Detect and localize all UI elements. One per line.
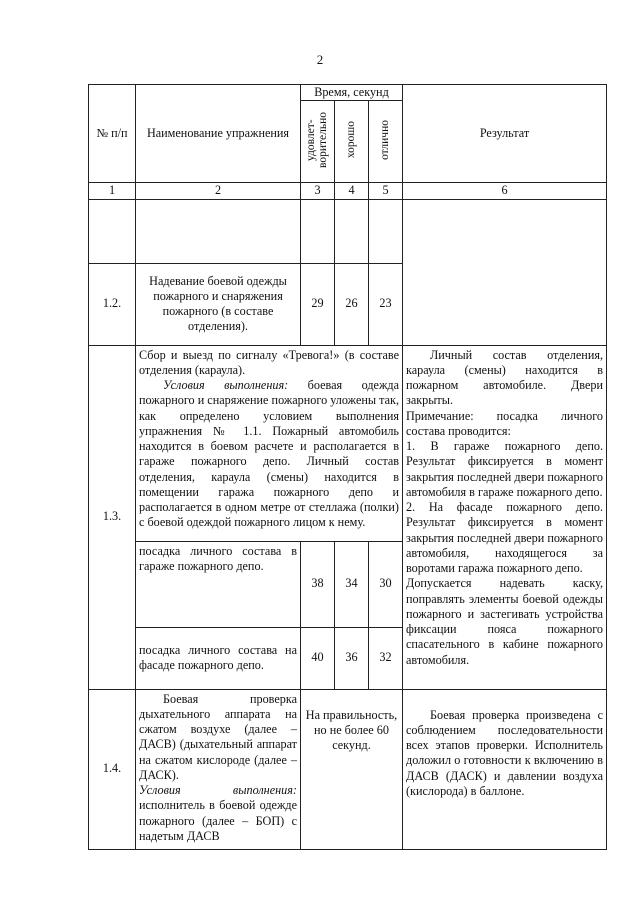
row-1-3-result-line-5: Допускается надевать каску, поправлять элементы боевой одежды пожарного и застегивать устройства фиксации пояса пожарного спасательного в кабине пожарного автомобиля.: [406, 576, 603, 667]
header-time-group: Время, секунд: [301, 85, 403, 101]
header-time-good: [335, 101, 369, 183]
row-1-3-sub1-t4: 34: [335, 541, 369, 627]
blank-name-cell: [136, 199, 301, 263]
col-number-1: 1: [89, 183, 136, 199]
row-1-4-cond-text: исполнитель в боевой одежде пожарного (далее – БОП) с надетым ДАСВ: [139, 798, 297, 843]
row-1-3-num: 1.3.: [89, 345, 136, 689]
row-1-2-t5: 23: [369, 263, 403, 345]
col-number-5: 5: [369, 183, 403, 199]
row-1-4-intro: Боевая проверка дыхательного аппарата на сжатом воздухе (далее – ДАСВ) (дыхательный аппарат на сжатом кислороде (далее – ДАСК).: [139, 691, 297, 782]
col-number-2: 2: [136, 183, 301, 199]
row-1-4-result-text: Боевая проверка произведена с соблюдением последовательности всех этапов проверки. Исполнитель доложил о готовности к включению в ДАСВ (ДАСК) и давлении воздуха (кислорода) в баллоне.: [406, 707, 603, 798]
row-1-3-conditions: [139, 378, 399, 531]
col-number-6: 6: [403, 183, 607, 199]
row-1-4-num: 1.4.: [89, 689, 136, 849]
header-row-top: [89, 85, 607, 101]
row-1-3-intro: Сбор и выезд по сигналу «Тревога!» (в составе отделения (караула).: [139, 347, 399, 377]
row-1-4-description: [136, 689, 301, 849]
blank-t4-cell: [335, 199, 369, 263]
header-time-good-label: хорошо: [345, 121, 358, 159]
blank-t3-cell: [301, 199, 335, 263]
header-time-excellent-label: отлично: [379, 119, 392, 160]
row-1-3-sub2-t4: 36: [335, 627, 369, 689]
row-1-3-cond-text: боевая одежда пожарного и снаряжение пожарного уложены так, как определено условием выполнения упражнения № 1.1. Пожарный автомобиль находится в боевом расчете и располагается в гараже пожарного депо. Личный состав отделения, караула (смены) находится в помещении гаража пожарного депо и располагается в одном метре от стеллажа (полки) с боевой одеждой пожарного лицом к нему.: [139, 378, 399, 530]
row-1-3-result-line-4: 2. На фасаде пожарного депо. Результат фиксируется в момент закрытия последней двери пожарного автомобиля, находящегося за воротами гаража пожарного депо.: [406, 500, 603, 575]
column-number-row: [89, 183, 607, 199]
row-1-3-result-line-3: 1. В гараже пожарного депо. Результат фиксируется в момент закрытия последней двери пожарного автомобиля в гараже пожарного депо.: [406, 439, 603, 499]
col-number-3: 3: [301, 183, 335, 199]
blank-t5-cell: [369, 199, 403, 263]
page-number: 2: [316, 52, 324, 67]
row-blank-continuation: [89, 199, 607, 263]
header-time-satisfactory: [301, 101, 335, 183]
header-time-excellent: [369, 101, 403, 183]
row-1-2-t4: 26: [335, 263, 369, 345]
row-1-3-sub1-t3: 38: [301, 541, 335, 627]
row-1-4-time: На правильность, но не более 60 секунд.: [301, 689, 403, 849]
exercise-table: [88, 84, 607, 850]
row-1-4-cond-label: Условия выполнения:: [139, 783, 297, 797]
col-number-4: 4: [335, 183, 369, 199]
row-1-3-sub2-t3: 40: [301, 627, 335, 689]
row-1-4-result: [403, 689, 607, 849]
row-1-3-sub2-name: посадка личного состава на фасаде пожарного депо.: [136, 627, 301, 689]
header-time-satisfactory-label: удовлет-ворительно: [304, 111, 329, 168]
row-1-3-description: [136, 345, 403, 541]
row-1-3-cond-label: Условия выполнения:: [163, 378, 289, 392]
row-1-3-sub1-t5: 30: [369, 541, 403, 627]
blank-num-cell: [89, 199, 136, 263]
row-1-4-conditions: [139, 783, 297, 844]
row-1-2-num: 1.2.: [89, 263, 136, 345]
row-1-3-result-line-2: Примечание: посадка личного состава проводится:: [406, 408, 603, 438]
row-1-4: [89, 689, 607, 849]
header-num: № п/п: [89, 85, 136, 183]
row-1-3-result: [403, 345, 607, 689]
row-1-3-sub2-t5: 32: [369, 627, 403, 689]
row-1-3-sub1-name: посадка личного состава в гараже пожарного депо.: [136, 541, 301, 627]
blank-result-cell: [403, 199, 607, 345]
row-1-3-main: [89, 345, 607, 541]
row-1-2-t3: 29: [301, 263, 335, 345]
header-name: Наименование упражнения: [136, 85, 301, 183]
row-1-3-result-line-1: Личный состав отделения, караула (смены) находится в пожарном автомобиле. Двери закрыты.: [406, 347, 603, 408]
row-1-2-name: Надевание боевой одежды пожарного и снаряжения пожарного (в составе отделения).: [136, 263, 301, 345]
header-result: Результат: [403, 85, 607, 183]
